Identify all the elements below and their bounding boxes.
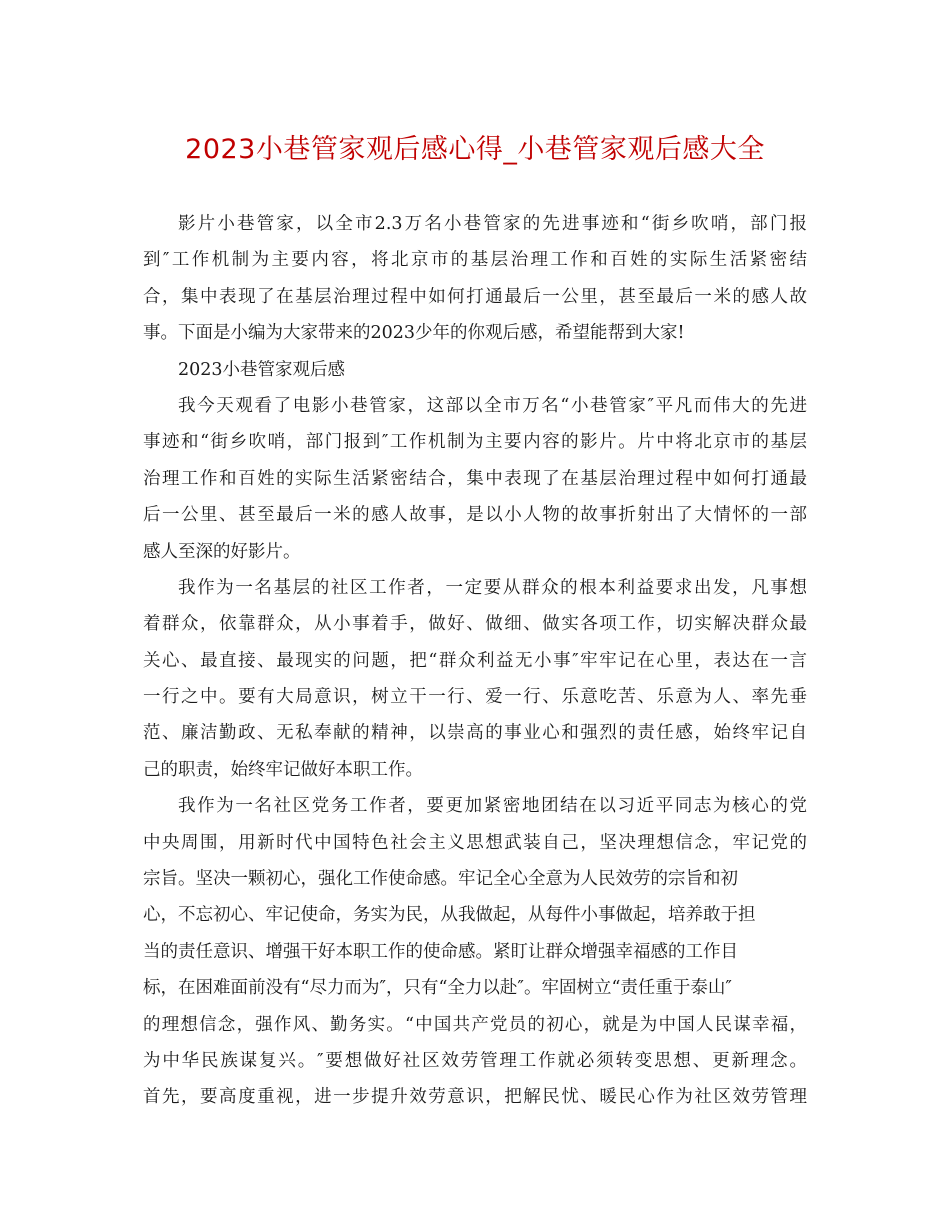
text-line: 首先，要高度重视，进一步提升效劳意识，把解民忧、暖民心作为社区效劳管理: [143, 1087, 807, 1108]
text-line: 心，不忘初心、牢记使命，务实为民，从我做起，从每件小事做起，培养敢于担: [143, 905, 756, 926]
text-line: 我作为一名社区党务工作者，要更加紧密地团结在以习近平同志为核心的党: [178, 796, 807, 817]
text-line: 着群众，依靠群众，从小事着手，做好、做细、做实各项工作，切实解决群众最: [143, 614, 807, 635]
text-line: 的理想信念，强作风、勤务实。“中国共产党员的初心，就是为中国人民谋幸福，: [143, 1014, 807, 1035]
text-line: 宗旨。坚决一颗初心，强化工作使命感。牢记全心全意为人民效劳的宗旨和初: [143, 869, 738, 890]
text-line: 标，在困难面前没有“尽力而为″，只有“全力以赴″。牢固树立“责任重于泰山″: [143, 978, 732, 999]
text-line: 合，集中表现了在基层治理过程中如何打通最后一公里，甚至最后一米的感人故: [143, 286, 807, 307]
document-body: [143, 206, 807, 1116]
text-line: 一行之中。要有大局意识，树立干一行、爱一行、乐意吃苦、乐意为人、率先垂: [143, 687, 807, 708]
section-heading: 2023小巷管家观后感: [178, 359, 346, 380]
document-title: 2023小巷管家观后感心得_小巷管家观后感大全: [185, 134, 765, 165]
text-line: 影片小巷管家，以全市2.3万名小巷管家的先进事迹和“街乡吹哨，部门报: [178, 214, 807, 234]
text-line: 己的职责，始终牢记做好本职工作。: [143, 759, 423, 780]
text-line: 感人至深的好影片。: [143, 541, 301, 562]
text-line: 当的责任意识、增强干好本职工作的使命感。紧盯让群众增强幸福感的工作目: [143, 941, 738, 962]
text-line: 事。下面是小编为大家带来的2023少年的你观后感，希望能帮到大家!: [143, 323, 685, 344]
text-line: 范、廉洁勤政、无私奉献的精神，以崇高的事业心和强烈的责任感，始终牢记自: [143, 723, 807, 744]
text-line: 后一公里、甚至最后一米的感人故事，是以小人物的故事折射出了大情怀的一部: [143, 505, 807, 526]
text-line: 我今天观看了电影小巷管家，这部以全市万名“小巷管家″平凡而伟大的先进: [178, 395, 807, 416]
text-line: 我作为一名基层的社区工作者，一定要从群众的根本利益要求出发，凡事想: [178, 577, 807, 598]
text-line: 关心、最直接、最现实的问题，把“群众利益无小事″牢牢记在心里，表达在一言: [143, 650, 807, 671]
text-line: 事迹和“街乡吹哨，部门报到″工作机制为主要内容的影片。片中将北京市的基层: [143, 432, 807, 453]
text-line: 治理工作和百姓的实际生活紧密结合，集中表现了在基层治理过程中如何打通最: [143, 468, 807, 489]
text-line: 中央周围，用新时代中国特色社会主义思想武装自己，坚决理想信念，牢记党的: [143, 832, 807, 853]
text-line: 到″工作机制为主要内容，将北京市的基层治理工作和百姓的实际生活紧密结: [143, 250, 807, 271]
text-line: 为中华民族谋复兴。″要想做好社区效劳管理工作就必须转变思想、更新理念。: [143, 1050, 807, 1071]
